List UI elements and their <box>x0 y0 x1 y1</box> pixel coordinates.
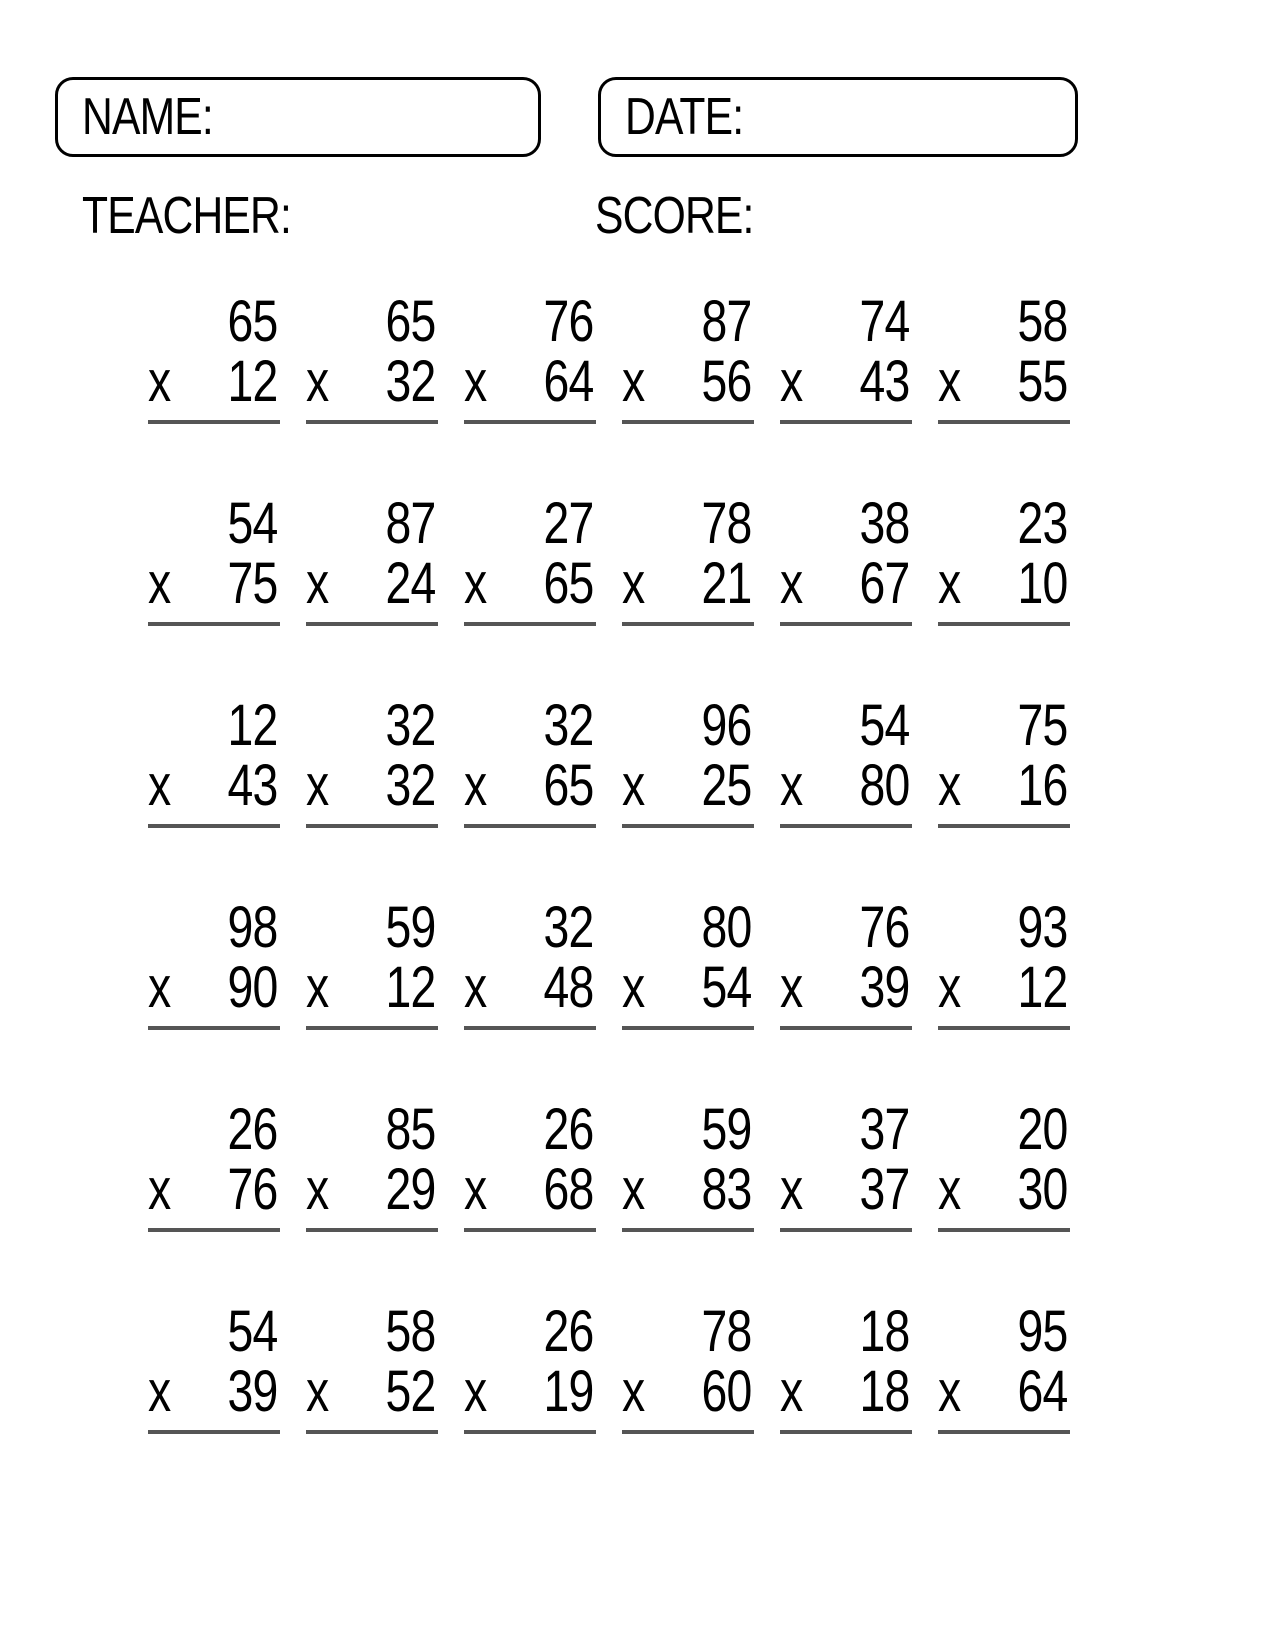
multiply-operator: x <box>148 551 171 616</box>
multiply-operator: x <box>622 551 645 616</box>
multiplication-problem <box>780 1097 912 1232</box>
answer-line <box>622 1228 754 1232</box>
multiplication-problem <box>780 895 912 1030</box>
multiplicand: 95 <box>1017 1299 1068 1364</box>
multiplier: 43 <box>227 753 278 818</box>
multiplication-problem <box>464 1097 596 1232</box>
multiplier: 83 <box>701 1157 752 1222</box>
multiply-operator: x <box>780 551 803 616</box>
multiply-operator: x <box>306 955 329 1020</box>
answer-line <box>622 1430 754 1434</box>
multiply-operator: x <box>780 349 803 414</box>
multiplication-problem <box>148 491 280 626</box>
multiplier: 68 <box>543 1157 594 1222</box>
answer-line <box>464 622 596 626</box>
multiplication-problem <box>464 491 596 626</box>
answer-line <box>938 420 1070 424</box>
multiplicand: 20 <box>1017 1097 1068 1162</box>
answer-line <box>306 622 438 626</box>
multiplication-problem <box>148 693 280 828</box>
multiplication-problem <box>780 1299 912 1434</box>
multiply-operator: x <box>780 955 803 1020</box>
multiplicand: 87 <box>701 289 752 354</box>
answer-line <box>780 622 912 626</box>
multiply-operator: x <box>464 551 487 616</box>
multiplier: 52 <box>385 1359 436 1424</box>
multiplier: 32 <box>385 753 436 818</box>
multiplicand: 26 <box>543 1097 594 1162</box>
multiplicand: 59 <box>385 895 436 960</box>
answer-line <box>464 1026 596 1030</box>
answer-line <box>938 1430 1070 1434</box>
multiplier: 16 <box>1017 753 1068 818</box>
multiplier: 10 <box>1017 551 1068 616</box>
multiplicand: 38 <box>859 491 910 556</box>
multiply-operator: x <box>622 1359 645 1424</box>
multiply-operator: x <box>306 349 329 414</box>
multiply-operator: x <box>780 1157 803 1222</box>
multiplication-problem <box>306 895 438 1030</box>
multiplicand: 27 <box>543 491 594 556</box>
multiply-operator: x <box>306 1157 329 1222</box>
multiplication-problem <box>622 1299 754 1434</box>
multiplicand: 85 <box>385 1097 436 1162</box>
multiplicand: 76 <box>859 895 910 960</box>
multiplication-problem <box>938 1097 1070 1232</box>
multiply-operator: x <box>148 349 171 414</box>
answer-line <box>938 1228 1070 1232</box>
multiply-operator: x <box>148 1157 171 1222</box>
multiplier: 48 <box>543 955 594 1020</box>
answer-line <box>464 1430 596 1434</box>
multiplication-problem <box>148 1299 280 1434</box>
answer-line <box>780 1430 912 1434</box>
multiplication-problem <box>938 1299 1070 1434</box>
multiplication-problem <box>622 289 754 424</box>
multiplier: 43 <box>859 349 910 414</box>
multiplication-problem <box>780 491 912 626</box>
multiplier: 19 <box>543 1359 594 1424</box>
teacher-label: TEACHER: <box>82 187 292 245</box>
multiply-operator: x <box>306 551 329 616</box>
multiplicand: 23 <box>1017 491 1068 556</box>
multiplier: 37 <box>859 1157 910 1222</box>
multiplicand: 65 <box>385 289 436 354</box>
multiplicand: 58 <box>385 1299 436 1364</box>
answer-line <box>938 824 1070 828</box>
multiplicand: 59 <box>701 1097 752 1162</box>
answer-line <box>938 622 1070 626</box>
multiplicand: 98 <box>227 895 278 960</box>
multiplier: 90 <box>227 955 278 1020</box>
multiplier: 64 <box>1017 1359 1068 1424</box>
multiplicand: 54 <box>859 693 910 758</box>
multiplicand: 80 <box>701 895 752 960</box>
multiplier: 55 <box>1017 349 1068 414</box>
multiply-operator: x <box>148 955 171 1020</box>
multiply-operator: x <box>306 753 329 818</box>
multiplier: 60 <box>701 1359 752 1424</box>
answer-line <box>148 1026 280 1030</box>
name-input-box[interactable] <box>55 77 541 157</box>
multiply-operator: x <box>464 753 487 818</box>
multiplier: 25 <box>701 753 752 818</box>
multiplicand: 87 <box>385 491 436 556</box>
multiplicand: 18 <box>859 1299 910 1364</box>
multiplicand: 65 <box>227 289 278 354</box>
multiply-operator: x <box>464 1359 487 1424</box>
multiply-operator: x <box>622 753 645 818</box>
multiply-operator: x <box>464 1157 487 1222</box>
multiply-operator: x <box>938 753 961 818</box>
answer-line <box>306 1430 438 1434</box>
multiplier: 18 <box>859 1359 910 1424</box>
multiplication-problem <box>938 693 1070 828</box>
multiplication-problem <box>464 895 596 1030</box>
multiplicand: 54 <box>227 491 278 556</box>
multiplication-problem <box>306 491 438 626</box>
multiplication-problem <box>622 693 754 828</box>
answer-line <box>148 622 280 626</box>
multiplier: 30 <box>1017 1157 1068 1222</box>
answer-line <box>622 420 754 424</box>
multiplier: 39 <box>227 1359 278 1424</box>
multiplier: 32 <box>385 349 436 414</box>
multiplier: 12 <box>227 349 278 414</box>
answer-line <box>148 420 280 424</box>
multiplicand: 78 <box>701 1299 752 1364</box>
multiplier: 65 <box>543 753 594 818</box>
multiplicand: 58 <box>1017 289 1068 354</box>
answer-line <box>306 824 438 828</box>
multiplier: 80 <box>859 753 910 818</box>
multiplicand: 74 <box>859 289 910 354</box>
answer-line <box>464 824 596 828</box>
multiplication-problem <box>464 289 596 424</box>
multiplier: 64 <box>543 349 594 414</box>
problems-grid <box>148 289 1070 1434</box>
multiplicand: 76 <box>543 289 594 354</box>
multiplication-problem <box>464 693 596 828</box>
answer-line <box>780 824 912 828</box>
date-label: DATE: <box>625 88 744 146</box>
multiplication-problem <box>780 289 912 424</box>
score-label: SCORE: <box>595 187 754 245</box>
answer-line <box>780 1228 912 1232</box>
multiplication-problem <box>938 895 1070 1030</box>
multiplier: 21 <box>701 551 752 616</box>
multiply-operator: x <box>938 1359 961 1424</box>
answer-line <box>622 622 754 626</box>
multiply-operator: x <box>622 1157 645 1222</box>
multiplier: 56 <box>701 349 752 414</box>
multiplicand: 32 <box>385 693 436 758</box>
answer-line <box>148 1228 280 1232</box>
multiplication-problem <box>464 1299 596 1434</box>
multiply-operator: x <box>306 1359 329 1424</box>
multiply-operator: x <box>148 1359 171 1424</box>
multiplicand: 96 <box>701 693 752 758</box>
multiply-operator: x <box>622 955 645 1020</box>
date-input-box[interactable] <box>598 77 1078 157</box>
multiplication-problem <box>148 289 280 424</box>
multiplication-problem <box>622 491 754 626</box>
multiplication-problem <box>306 693 438 828</box>
multiplication-problem <box>622 1097 754 1232</box>
multiply-operator: x <box>464 955 487 1020</box>
multiply-operator: x <box>780 1359 803 1424</box>
answer-line <box>306 1026 438 1030</box>
multiplicand: 12 <box>227 693 278 758</box>
answer-line <box>780 420 912 424</box>
answer-line <box>938 1026 1070 1030</box>
answer-line <box>148 824 280 828</box>
multiplier: 76 <box>227 1157 278 1222</box>
multiply-operator: x <box>938 955 961 1020</box>
multiplicand: 32 <box>543 895 594 960</box>
multiplier: 54 <box>701 955 752 1020</box>
multiplication-problem <box>306 1097 438 1232</box>
multiplicand: 54 <box>227 1299 278 1364</box>
answer-line <box>780 1026 912 1030</box>
multiplicand: 37 <box>859 1097 910 1162</box>
multiplier: 65 <box>543 551 594 616</box>
multiplier: 39 <box>859 955 910 1020</box>
answer-line <box>464 420 596 424</box>
name-label: NAME: <box>82 88 213 146</box>
multiplicand: 75 <box>1017 693 1068 758</box>
multiply-operator: x <box>148 753 171 818</box>
multiply-operator: x <box>938 551 961 616</box>
multiplier: 24 <box>385 551 436 616</box>
multiplication-problem <box>622 895 754 1030</box>
multiply-operator: x <box>938 349 961 414</box>
multiplier: 75 <box>227 551 278 616</box>
multiply-operator: x <box>464 349 487 414</box>
multiplicand: 93 <box>1017 895 1068 960</box>
multiplication-problem <box>306 289 438 424</box>
answer-line <box>306 1228 438 1232</box>
multiplication-problem <box>148 1097 280 1232</box>
multiplicand: 26 <box>227 1097 278 1162</box>
multiply-operator: x <box>622 349 645 414</box>
answer-line <box>622 1026 754 1030</box>
multiplication-problem <box>306 1299 438 1434</box>
multiplier: 12 <box>385 955 436 1020</box>
answer-line <box>148 1430 280 1434</box>
answer-line <box>622 824 754 828</box>
multiplication-problem <box>780 693 912 828</box>
multiplication-problem <box>938 491 1070 626</box>
multiplication-problem <box>938 289 1070 424</box>
multiplicand: 78 <box>701 491 752 556</box>
answer-line <box>306 420 438 424</box>
multiplier: 29 <box>385 1157 436 1222</box>
answer-line <box>464 1228 596 1232</box>
multiplication-problem <box>148 895 280 1030</box>
multiplier: 67 <box>859 551 910 616</box>
multiply-operator: x <box>780 753 803 818</box>
multiplier: 12 <box>1017 955 1068 1020</box>
multiply-operator: x <box>938 1157 961 1222</box>
multiplicand: 32 <box>543 693 594 758</box>
multiplicand: 26 <box>543 1299 594 1364</box>
